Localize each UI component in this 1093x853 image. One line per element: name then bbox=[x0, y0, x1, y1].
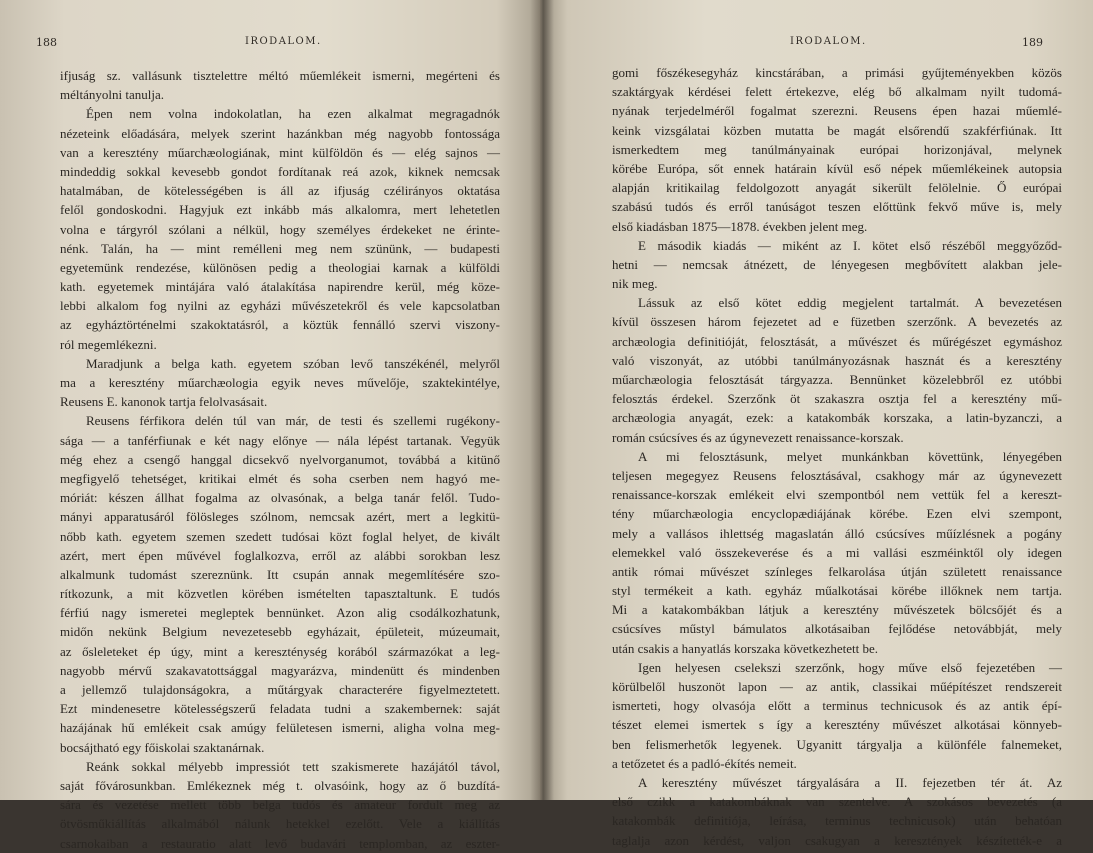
text-line: nénk. Talán, ha — mint remélleni meg nem szününk, — budapesti bbox=[60, 240, 500, 256]
text-line: sára és vezetése mellett több belga tudós és amateur fordult meg az bbox=[60, 797, 500, 813]
text-line: román csúcsíves és az úgynevezett renaissance-korszak. bbox=[612, 429, 904, 445]
text-line: nőbb kath. egyetem szemen szedett tudósai közt foglal helyet, de kivált bbox=[60, 528, 500, 544]
text-line: lebbi alkalom fog nyilni az egyházi művészetekről és vele kapcsolatban bbox=[60, 298, 500, 314]
text-line: tészet elemei ismertek s így a keresztény művészet alkotásai könnyeb- bbox=[612, 717, 1062, 733]
text-line: szabású tudós és erről tanúságot teszen előttünk fekvő műve is, mely bbox=[612, 199, 1062, 215]
text-line: műarchæologia felosztását tárgyazza. Bennünket közelebbről ez utóbbi bbox=[612, 372, 1062, 387]
text-line: ismerteti, hogy olvasója előtt a terminus technicusok és az antik épí- bbox=[612, 698, 1062, 714]
text-line: ben felismerhetők legyenek. Ugyanitt tárgyalja a különféle falnemeket, bbox=[612, 736, 1062, 752]
text-line: alapján kritikailag feldolgozott anyagát sikerült felölelnie. Ő európai bbox=[612, 180, 1062, 196]
body-text bbox=[60, 66, 500, 853]
text-line: archæologia definitióját, felosztását, a művészet és műrégészet egymáshoz bbox=[612, 333, 1062, 349]
text-line: sága — a tanférfiunak e két nagy előnye — nála lépést tartanak. Vegyük bbox=[60, 432, 500, 448]
text-line: teljesen megegyez Reusens felosztásával, csakhogy már az úgynevezett bbox=[612, 467, 1062, 483]
text-line: ifjuság sz. vallásunk tisztelettre méltó műemlékeit ismerni, megérteni és bbox=[60, 68, 500, 83]
text-line: van a keresztény műarchæologiának, mint külföldön és — elég sajnos — bbox=[60, 144, 500, 160]
text-line: Reusens férfikora delén túl van már, de testi és szellemi rugékony- bbox=[86, 413, 500, 429]
text-line: ról megemlékezni. bbox=[60, 336, 157, 352]
text-line: a jellemző tulajdonságokra, a műtárgyak characterére figyelmeztetett. bbox=[60, 682, 500, 697]
text-line: ismerkedtem meg tanúlmányainak európai horizonjával, melynek bbox=[612, 141, 1062, 157]
page-number: 188 bbox=[36, 36, 57, 49]
text-line: archæologia anyagát, ezek: a katakombák korszaka, a latin-byzanczi, a bbox=[612, 410, 1062, 426]
text-line: rítkozunk, a mit közvetlen körében ismételten tapasztaltunk. E tudós bbox=[60, 586, 500, 602]
text-line: megfigyelő tehetséget, kritikai elmét és soha cserben nem hagyó me- bbox=[60, 470, 500, 486]
text-line: az egyháztörténelmi szakoktatásról, a köztük fennálló szervi viszony- bbox=[60, 317, 500, 333]
text-line: mindeddig sokkal kevesebb gondot fordítanak reá azok, kiknek nemcsak bbox=[60, 163, 500, 179]
text-line: még ehez a csengő hanggal dicsekvő nyelvorganumot, továbbá a kitünő bbox=[60, 451, 500, 467]
text-line: első czikk a katakombáknak van szentelve. A szokásos bevezetés (a bbox=[612, 794, 1062, 810]
text-line: való viszonyát, az utóbbi tanúlmányozásnak hasznát és a keresztény bbox=[612, 352, 1062, 368]
text-line: mányi apparatusáról fölösleges szólnom, nemcsak azért, mert a legkitü- bbox=[60, 509, 500, 525]
text-line: azért, mert épen művével foglalkozva, erről az alábbi sorokban lesz bbox=[60, 547, 500, 563]
text-line: alkalmunk tudomást szereznünk. Itt csupán annak megemlítésére szo- bbox=[60, 566, 500, 582]
running-head: IRODALOM. bbox=[245, 36, 322, 47]
text-line: körébe Európa, sőt ennek határain kívül eső népek műemlékeinek autopsia bbox=[612, 160, 1062, 176]
text-line: az ősleleteket ép úgy, mint a kereszténység korából származókat a leg- bbox=[60, 643, 500, 659]
text-line: kívül összesen három fejezetet ad e füzetben szerzőnk. A bevezetés az bbox=[612, 314, 1062, 330]
text-line: csúcsíves műstyl bámulatos alkotásaiban fejlődése netovábbját, mely bbox=[612, 621, 1062, 637]
text-line: csarnokaiban a restauratio alatt levő budavári templomban, az eszter- bbox=[60, 835, 500, 851]
text-line: hetni — nemcsak átnézett, de lényegesen megbővített alakban jele- bbox=[612, 256, 1062, 272]
right-page bbox=[540, 0, 1093, 848]
text-line: katakombák definitiója, leírása, terminus technicusok) után behatóan bbox=[612, 813, 1062, 829]
text-line: méltányolni tanulja. bbox=[60, 87, 164, 103]
text-line: hatalmában, de kötelességében is áll az ifjuság czélirányos oktatása bbox=[60, 183, 500, 199]
text-line: Reusens E. kanonok tartja felolvasásait. bbox=[60, 394, 268, 410]
text-line: Épen nem volna indokolatlan, ha ezen alkalmat megragadnók bbox=[86, 106, 500, 122]
text-line: a tetőzetet és a padló-ékítés nemeit. bbox=[612, 755, 797, 771]
text-line: felől gondoskodni. Hagyjuk ezt inkább más alkalomra, mert lehetetlen bbox=[60, 202, 500, 218]
text-line: egyetemünk rendezése, különösen pedig a theologiai karnak a külföldi bbox=[60, 259, 500, 275]
text-line: bocsájtható egy főiskolai szaktanárnak. bbox=[60, 739, 265, 755]
text-line: midőn nekünk Belgium nevezetesebb egyházait, épületeit, múzeumait, bbox=[60, 624, 500, 640]
text-line: szaktárgyak kérdései felett értekezve, elég bő alkalmam nyilt tudomá- bbox=[612, 84, 1062, 100]
text-line: volna e tárgyról szólani a nélkül, hogy személyes érdekeket ne érinte- bbox=[60, 221, 500, 237]
text-line: kath. egyetemek mintájára való átalakítása napirendre kerül, még köze- bbox=[60, 279, 500, 295]
text-line: Maradjunk a belga kath. egyetem szóban levő tanszékénél, melyről bbox=[86, 355, 500, 371]
body-text bbox=[612, 63, 1062, 850]
text-line: taglalja azon kérdést, valjon csakugyan a keresztények készítették-e a bbox=[612, 832, 1062, 848]
text-line: saját fővárosunkban. Emlékeznek még t. olvasóink, hogy az ő buzdítá- bbox=[60, 777, 500, 793]
text-line: felosztás érdekel. Szerzőnk öt szakaszra osztja fel a keresztény mű- bbox=[612, 391, 1062, 407]
page-number: 189 bbox=[1022, 36, 1043, 49]
text-line: nyának terjedelméről fogalmat szerezni. Reusens épen hazai műemlé- bbox=[612, 103, 1062, 119]
text-line: tény műarchæologia encyclopædiájának körébe. Ezen elvi szempont, bbox=[612, 506, 1062, 522]
text-line: ötvösműkiállítás alkalmából nálunk hetekkel ezelőtt. Vele a kiállítás bbox=[60, 816, 500, 832]
running-head: IRODALOM. bbox=[790, 36, 867, 47]
text-line: antik római művészet színleges felkarolása útján született renaissance bbox=[612, 563, 1062, 579]
text-line: nagyobb mérvű szakavatottsággal magyarázva, mindenütt és mindenben bbox=[60, 662, 500, 678]
text-line: hazájának hű emlékeit csak amúgy felületesen ismerni, aligha volna meg- bbox=[60, 720, 500, 736]
text-line: styl termékeit a kath. egyház műalkotásai körébe illőknek nem tartja. bbox=[612, 583, 1062, 599]
left-page bbox=[0, 0, 540, 851]
text-line: Ezt mindenesetre kötelességszerű feladata tudni a szakembernek: saját bbox=[60, 701, 500, 717]
text-line: nézeteink előadására, melyek szerint hazánkban még nagyobb fontossága bbox=[60, 125, 500, 141]
text-line: Lássuk az első kötet eddig megjelent tartalmát. A bevezetésen bbox=[638, 295, 1062, 311]
text-line: A keresztény művészet tárgyalására a II. fejezetben tér át. Az bbox=[638, 774, 1062, 790]
text-line: férfiú nagy ismeretei megleptek bennünket. Azon alig csodálkozhatunk, bbox=[60, 605, 500, 621]
text-line: körülbelől huszonöt lapon — az antik, classikai műépítészet rendszereit bbox=[612, 679, 1062, 694]
text-line: első kiadásban 1875—1878. években jelent meg. bbox=[612, 218, 868, 234]
text-line: nik meg. bbox=[612, 276, 658, 292]
text-line: elemekkel való összekeverése és a mi vallási eszméinktől oly idegen bbox=[612, 544, 1062, 560]
text-line: E második kiadás — miként az I. kötet első részéből meggyőződ- bbox=[638, 237, 1062, 253]
text-line: gomi főszékesegyház kincstárában, a primási gyűjteményekben közös bbox=[612, 65, 1062, 80]
text-line: móriát: készen állhat fogalma az olvasónak, a belga tanár felől. Tudo- bbox=[60, 490, 500, 506]
text-line: keink vizsgálatai közben mutatta be magát elsőrendű szakférfiúnak. Itt bbox=[612, 122, 1062, 138]
text-line: A mi felosztásunk, melyet munkánkban követtünk, lényegében bbox=[638, 448, 1062, 464]
text-line: után csakis a hanyatlás korszaka következhetett be. bbox=[612, 640, 879, 656]
text-line: Igen helyesen cselekszi szerzőnk, hogy műve első fejezetében — bbox=[638, 659, 1062, 675]
text-line: ma a keresztény műarchæologia egyik neves művelője, szaktekintélye, bbox=[60, 375, 500, 390]
text-line: mely a vallásos ihlettség magaslatán álló csúcsíves műízlésnek a pogány bbox=[612, 525, 1062, 541]
text-line: Mi a katakombákban látjuk a keresztény művészetek bölcsőjét és a bbox=[612, 602, 1062, 618]
text-line: Reánk sokkal mélyebb impressiót tett szakismerete hazájától távol, bbox=[86, 758, 500, 774]
text-line: renaissance-korszak emlékeit elvi szempontból nem vettük fel a kereszt- bbox=[612, 487, 1062, 503]
